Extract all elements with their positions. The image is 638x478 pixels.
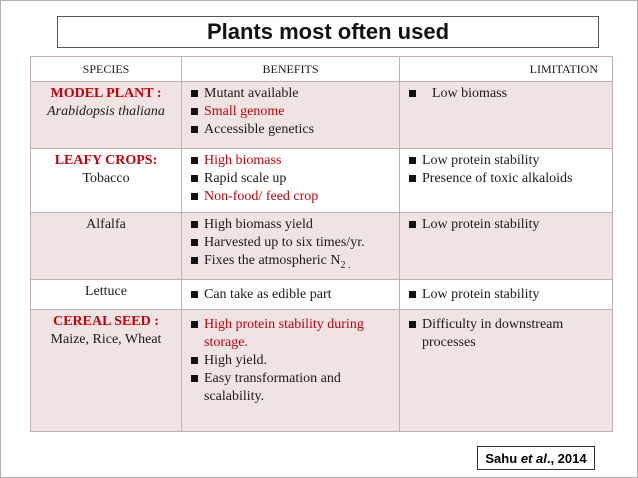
benefit-text: Fixes the atmospheric N [204,253,341,268]
species-name: Lettuce [85,284,127,299]
benefits-cell [182,149,400,213]
benefits-cell [182,82,400,149]
subscript: 2 . [340,259,351,271]
limitation-cell [400,149,613,213]
species-name: Alfalfa [86,217,126,232]
limitation-item: Presence of toxic alkaloids [406,170,606,188]
benefit-item [188,252,393,275]
benefits-cell [182,213,400,280]
benefit-item: Harvested up to six times/yr. [188,234,393,252]
species-name: Arabidopsis thaliana [47,104,165,119]
page-title: Plants most often used [206,19,450,44]
limitation-cell [400,280,613,310]
citation-year: ., 2014 [546,450,587,466]
benefit-item: Can take as edible part [188,286,393,304]
table-row [31,149,613,213]
header-benefits: BENEFITS [182,57,400,82]
citation-authors: Sahu [485,450,518,466]
species-cell [31,82,182,149]
category-label: MODEL PLANT : [50,86,162,101]
species-cell [31,149,182,213]
table-row [31,82,613,149]
table-row [31,310,613,432]
limitation-item: Low biomass [406,85,606,103]
citation-etal: et al [520,450,547,466]
benefits-cell [182,310,400,432]
species-name: Tobacco [82,171,130,186]
header-species: SPECIES [31,57,182,82]
species-name: Maize, Rice, Wheat [50,332,162,347]
table-row [31,213,613,280]
benefits-cell [182,280,400,310]
limitation-cell [400,310,613,432]
title-box [57,16,599,48]
limitation-item: Low protein stability [406,216,606,234]
benefit-item: Accessible genetics [188,121,393,139]
plants-table [30,56,613,432]
limitation-item: Low protein stability [406,286,606,304]
table-row [31,280,613,310]
benefit-item: Rapid scale up [188,170,393,188]
benefit-item: High yield. [188,352,393,370]
species-cell [31,310,182,432]
limitation-item: Low protein stability [406,152,606,170]
benefit-item: High biomass yield [188,216,393,234]
limitation-cell [400,213,613,280]
benefit-item: Easy transformation and scalability. [188,370,393,406]
benefit-item: Non-food/ feed crop [188,188,393,206]
category-label: LEAFY CROPS: [54,153,158,168]
benefit-item: High protein stability during storage. [188,316,393,352]
header-limitation: LIMITATION [400,57,613,82]
benefit-item: Small genome [188,103,393,121]
citation-box [477,446,595,470]
table-header-row [31,57,613,82]
species-cell [31,280,182,310]
limitation-cell [400,82,613,149]
benefit-item: Mutant available [188,85,393,103]
benefit-item: High biomass [188,152,393,170]
limitation-item: Difficulty in downstream processes [406,316,606,352]
category-label: CEREAL SEED : [53,314,159,329]
species-cell [31,213,182,280]
